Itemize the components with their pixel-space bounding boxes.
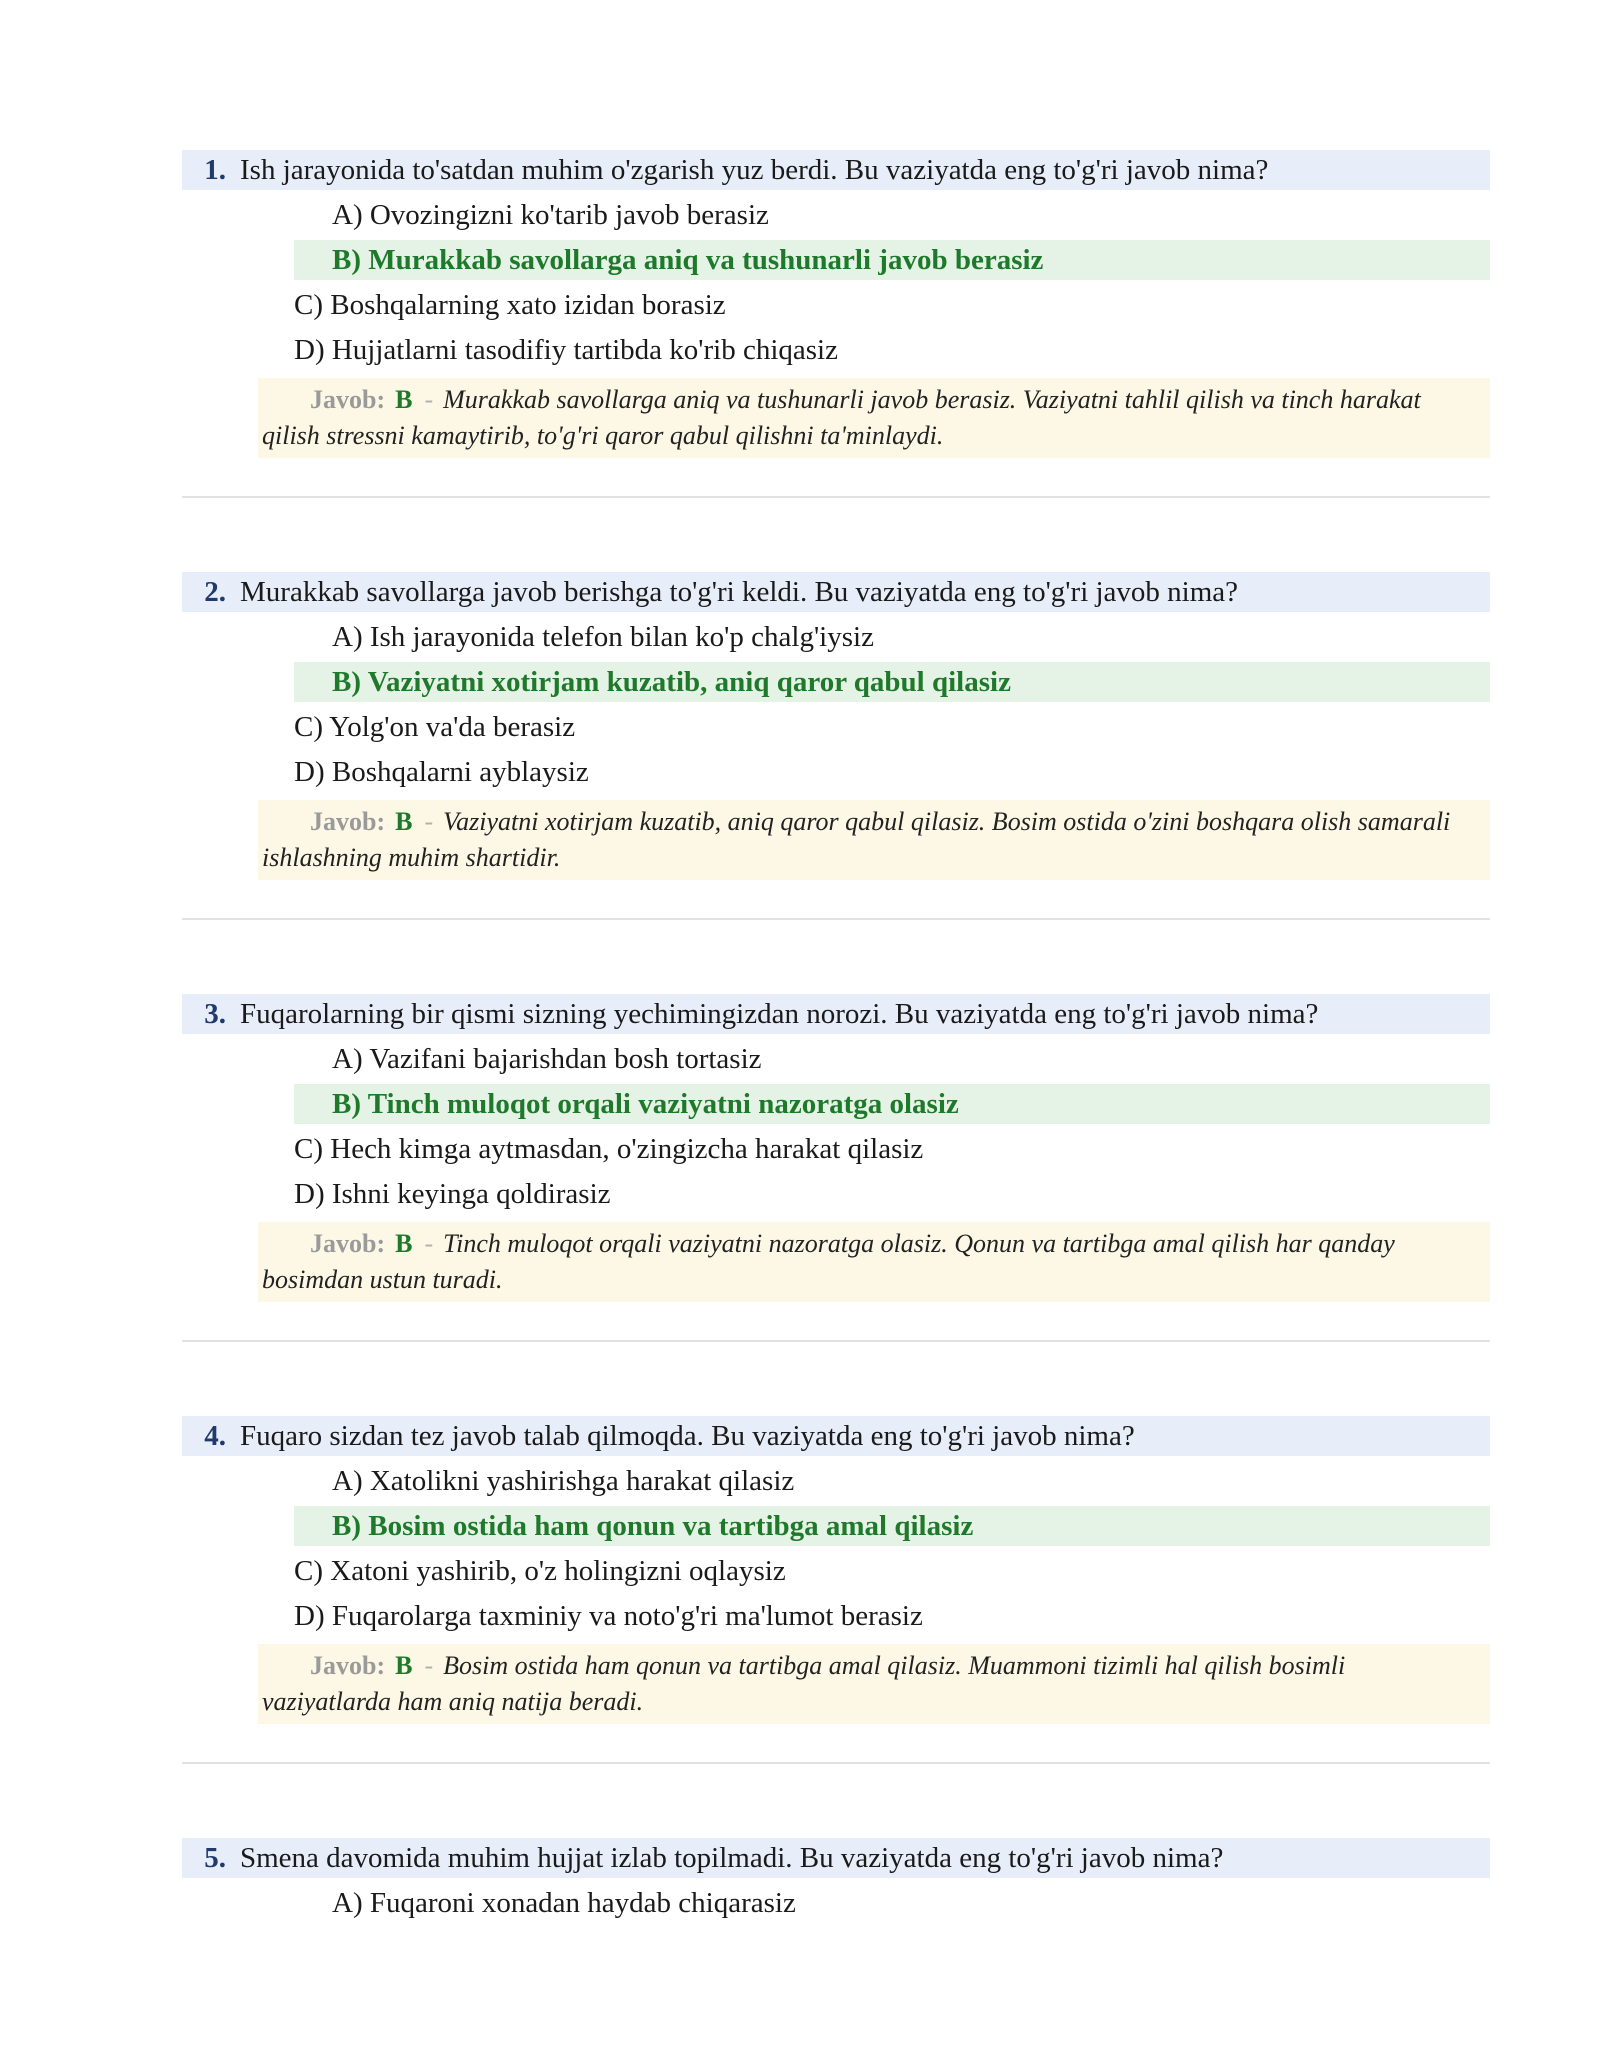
- question-number: 1.: [204, 154, 226, 186]
- option-a: A) Ish jarayonida telefon bilan ko'p chalg'iysiz: [332, 621, 874, 653]
- option-a: A) Vazifani bajarishdan bosh tortasiz: [332, 1043, 762, 1075]
- option-d: D) Boshqalarni ayblaysiz: [294, 756, 589, 788]
- answer-explanation: Tinch muloqot orqali vaziyatni nazoratga olasiz. Qonun va tartibga amal qilish har qanday bosimdan ustun turadi.: [262, 1229, 1395, 1294]
- answer-dash: -: [424, 807, 434, 836]
- question-text: Fuqaro sizdan tez javob talab qilmoqda. Bu vaziyatda eng to'g'ri javob nima?: [240, 1420, 1135, 1452]
- option-b-correct: B) Vaziyatni xotirjam kuzatib, aniq qaror qabul qilasiz: [294, 662, 1490, 702]
- option-c: C) Yolg'on va'da berasiz: [294, 711, 576, 743]
- answer-block: [258, 1222, 1490, 1302]
- answer-key: B: [395, 1229, 413, 1258]
- option-a: A) Xatolikni yashirishga harakat qilasiz: [332, 1465, 795, 1497]
- question-header: [182, 1838, 1490, 1878]
- divider: [182, 1762, 1490, 1764]
- question-1: [182, 150, 1490, 458]
- question-header: [182, 1416, 1490, 1456]
- answer-explanation: Murakkab savollarga aniq va tushunarli javob berasiz. Vaziyatni tahlil qilish va tinch harakat qilish stressni kamaytirib, to'g'ri qaror qabul qilishni ta'minlaydi.: [262, 385, 1421, 450]
- answer-label: Javob:: [310, 1651, 386, 1680]
- question-number: 4.: [204, 1420, 226, 1452]
- answer-block: [258, 800, 1490, 880]
- answer-dash: -: [424, 1229, 434, 1258]
- question-header: [182, 150, 1490, 190]
- option-c: C) Xatoni yashirib, o'z holingizni oqlaysiz: [294, 1555, 786, 1587]
- option-a: A) Fuqaroni xonadan haydab chiqarasiz: [332, 1887, 796, 1919]
- answer-label: Javob:: [310, 1229, 386, 1258]
- question-number: 3.: [204, 998, 226, 1030]
- answer-block: [258, 378, 1490, 458]
- divider: [182, 918, 1490, 920]
- question-5: [182, 1838, 1490, 1923]
- option-b-correct: B) Bosim ostida ham qonun va tartibga amal qilasiz: [294, 1506, 1490, 1546]
- answer-label: Javob:: [310, 807, 386, 836]
- option-c: C) Hech kimga aytmasdan, o'zingizcha harakat qilasiz: [294, 1133, 924, 1165]
- question-header: [182, 994, 1490, 1034]
- option-b-correct: B) Murakkab savollarga aniq va tushunarli javob berasiz: [294, 240, 1490, 280]
- option-d: D) Ishni keyinga qoldirasiz: [294, 1178, 611, 1210]
- answer-key: B: [395, 385, 413, 414]
- option-d: D) Hujjatlarni tasodifiy tartibda ko'rib chiqasiz: [294, 334, 838, 366]
- question-text: Murakkab savollarga javob berishga to'g'ri keldi. Bu vaziyatda eng to'g'ri javob nima?: [240, 576, 1239, 608]
- question-text: Fuqarolarning bir qismi sizning yechimingizdan norozi. Bu vaziyatda eng to'g'ri javob nima?: [240, 998, 1319, 1030]
- option-c: C) Boshqalarning xato izidan borasiz: [294, 289, 726, 321]
- question-3: [182, 994, 1490, 1302]
- question-2: [182, 572, 1490, 880]
- option-d: D) Fuqarolarga taxminiy va noto'g'ri ma'lumot berasiz: [294, 1600, 923, 1632]
- question-header: [182, 572, 1490, 612]
- answer-label: Javob:: [310, 385, 386, 414]
- answer-key: B: [395, 1651, 413, 1680]
- question-text: Ish jarayonida to'satdan muhim o'zgarish yuz berdi. Bu vaziyatda eng to'g'ri javob nima?: [240, 154, 1269, 186]
- answer-dash: -: [424, 1651, 434, 1680]
- answer-explanation: Vaziyatni xotirjam kuzatib, aniq qaror qabul qilasiz. Bosim ostida o'zini boshqara olish samarali ishlashning muhim shartidir.: [262, 807, 1451, 872]
- question-number: 2.: [204, 576, 226, 608]
- answer-dash: -: [424, 385, 434, 414]
- answer-explanation: Bosim ostida ham qonun va tartibga amal qilasiz. Muammoni tizimli hal qilish bosimli vaziyatlarda ham aniq natija beradi.: [262, 1651, 1346, 1716]
- divider: [182, 496, 1490, 498]
- question-text: Smena davomida muhim hujjat izlab topilmadi. Bu vaziyatda eng to'g'ri javob nima?: [240, 1842, 1224, 1874]
- answer-block: [258, 1644, 1490, 1724]
- option-a: A) Ovozingizni ko'tarib javob berasiz: [332, 199, 769, 231]
- question-number: 5.: [204, 1842, 226, 1874]
- question-4: [182, 1416, 1490, 1724]
- answer-key: B: [395, 807, 413, 836]
- option-b-correct: B) Tinch muloqot orqali vaziyatni nazoratga olasiz: [294, 1084, 1490, 1124]
- divider: [182, 1340, 1490, 1342]
